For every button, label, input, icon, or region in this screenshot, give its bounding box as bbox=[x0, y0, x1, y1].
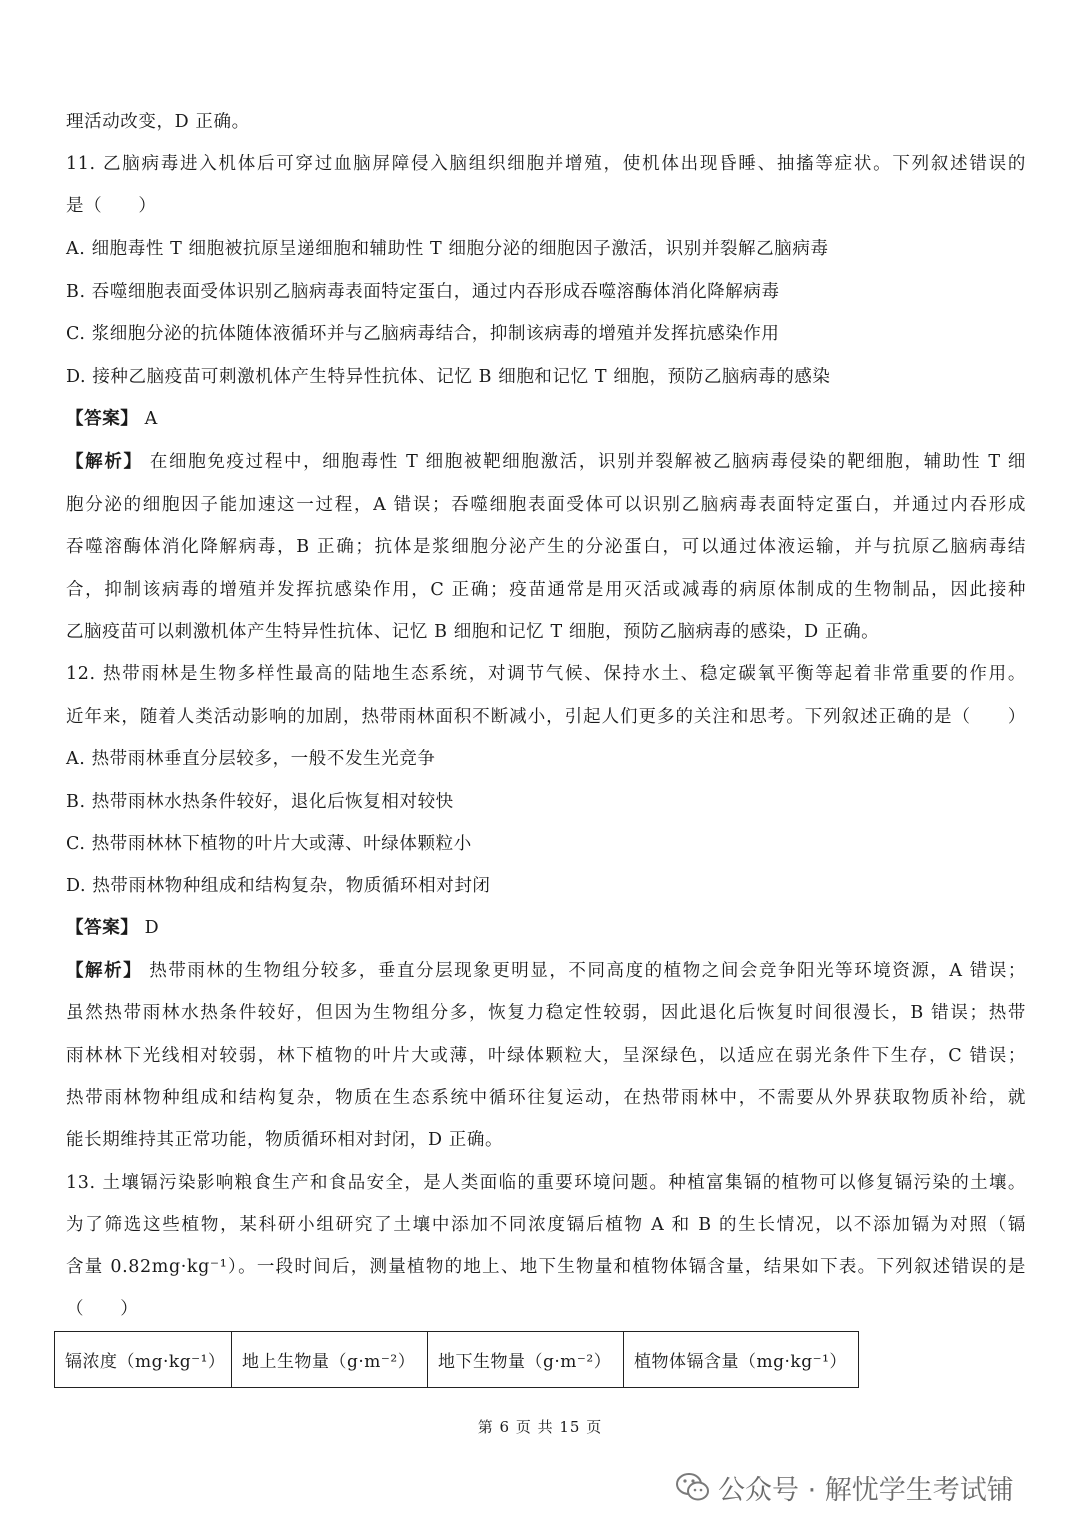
analysis-11-line: 吞噬溶酶体消化降解病毒，B 正确；抗体是浆细胞分泌产生的分泌蛋白，可以通过体液运输，并与抗原乙脑病毒结 bbox=[66, 537, 1026, 557]
page-number-footer: 第 6 页 共 15 页 bbox=[477, 1418, 603, 1436]
watermark bbox=[676, 1465, 1014, 1509]
answer-11 bbox=[66, 407, 1026, 431]
question-13-stem-end: （ ） bbox=[66, 1299, 139, 1319]
analysis-11-line bbox=[66, 450, 1026, 474]
option-11-a: A. 细胞毒性 T 细胞被抗原呈递细胞和辅助性 T 细胞分泌的细胞因子激活，识别并裂解乙脑病毒 bbox=[66, 239, 829, 259]
table-header-cell: 植物体镉含量（mg·kg⁻¹） bbox=[624, 1332, 859, 1388]
option-12-d: D. 热带雨林物种组成和结构复杂，物质循环相对封闭 bbox=[66, 876, 491, 896]
answer-value: A bbox=[144, 409, 158, 429]
analysis-text: 热带雨林的生物组分较多，垂直分层现象更明显，不同高度的植物之间会竞争阳光等环境资源，A 错误； bbox=[149, 961, 1026, 981]
analysis-label: 【解析】 bbox=[66, 452, 143, 472]
answer-12 bbox=[66, 916, 1026, 940]
answer-label: 【答案】 bbox=[66, 409, 139, 429]
table-header-cell: 地下生物量（g·m⁻²） bbox=[428, 1332, 624, 1388]
option-11-c: C. 浆细胞分泌的抗体随体液循环并与乙脑病毒结合，抑制该病毒的增殖并发挥抗感染作用 bbox=[66, 324, 780, 344]
analysis-12-line bbox=[66, 959, 1026, 983]
analysis-12-line: 雨林林下光线相对较弱，林下植物的叶片大或薄，叶绿体颗粒大，呈深绿色，以适应在弱光条件下生存，C 错误； bbox=[66, 1046, 1026, 1066]
question-13-stem: 为了筛选这些植物，某科研小组研究了土壤中添加不同浓度镉后植物 A 和 B 的生长情况，以不添加镉为对照（镉 bbox=[66, 1215, 1026, 1235]
analysis-12-line: 虽然热带雨林水热条件较好，但因为生物组分多，恢复力稳定性较弱，因此退化后恢复时间很漫长，B 错误；热带 bbox=[66, 1003, 1026, 1023]
analysis-11-line: 合，抑制该病毒的增殖并发挥抗感染作用，C 正确；疫苗通常是用灭活或减毒的病原体制成的生物制品，因此接种 bbox=[66, 580, 1026, 600]
analysis-label: 【解析】 bbox=[66, 961, 143, 981]
option-12-c: C. 热带雨林林下植物的叶片大或薄、叶绿体颗粒小 bbox=[66, 834, 472, 854]
question-13-stem: 含量 0.82mg·kg⁻¹）。一段时间后，测量植物的地上、地下生物量和植物体镉含量，结果如下表。下列叙述错误的是 bbox=[66, 1257, 1026, 1277]
question-13-stem: 13. 土壤镉污染影响粮食生产和食品安全，是人类面临的重要环境问题。种植富集镉的植物可以修复镉污染的土壤。 bbox=[66, 1173, 1026, 1193]
option-11-d: D. 接种乙脑疫苗可刺激机体产生特异性抗体、记忆 B 细胞和记忆 T 细胞，预防乙脑病毒的感染 bbox=[66, 367, 831, 387]
question-11-stem-end: 是（ ） bbox=[66, 196, 157, 216]
answer-label: 【答案】 bbox=[66, 918, 139, 938]
watermark-text: 公众号 · 解忧学生考试铺 bbox=[718, 1474, 1014, 1506]
table-header-cell: 镉浓度（mg·kg⁻¹） bbox=[55, 1332, 232, 1388]
option-11-b: B. 吞噬细胞表面受体识别乙脑病毒表面特定蛋白，通过内吞形成吞噬溶酶体消化降解病毒 bbox=[66, 282, 780, 302]
option-12-b: B. 热带雨林水热条件较好，退化后恢复相对较快 bbox=[66, 792, 454, 812]
analysis-11-line: 乙脑疫苗可以刺激机体产生特异性抗体、记忆 B 细胞和记忆 T 细胞，预防乙脑病毒的感染，D 正确。 bbox=[66, 622, 880, 642]
option-12-a: A. 热带雨林垂直分层较多，一般不发生光竞争 bbox=[66, 749, 436, 769]
question-11-stem: 11. 乙脑病毒进入机体后可穿过血脑屏障侵入脑组织细胞并增殖，使机体出现昏睡、抽搐等症状。下列叙述错误的 bbox=[66, 154, 1026, 174]
analysis-12-line: 能长期维持其正常功能，物质循环相对封闭，D 正确。 bbox=[66, 1130, 504, 1150]
analysis-11-line: 胞分泌的细胞因子能加速这一过程，A 错误；吞噬细胞表面受体可以识别乙脑病毒表面特定蛋白，并通过内吞形成 bbox=[66, 495, 1026, 515]
table-header-row bbox=[55, 1332, 859, 1388]
analysis-text: 在细胞免疫过程中，细胞毒性 T 细胞被靶细胞激活，识别并裂解被乙脑病毒侵染的靶细胞，辅助性 T 细 bbox=[149, 452, 1027, 472]
cadmium-data-table bbox=[54, 1331, 859, 1388]
wechat-icon bbox=[676, 1472, 710, 1502]
question-12-stem: 近年来，随着人类活动影响的加剧，热带雨林面积不断减小，引起人们更多的关注和思考。下列叙述正确的是（ ） bbox=[66, 707, 1026, 727]
table-header-cell: 地上生物量（g·m⁻²） bbox=[232, 1332, 428, 1388]
question-12-stem: 12. 热带雨林是生物多样性最高的陆地生态系统，对调节气候、保持水土、稳定碳氧平衡等起着非常重要的作用。 bbox=[66, 664, 1026, 684]
answer-value: D bbox=[144, 918, 160, 938]
text-line: 理活动改变，D 正确。 bbox=[66, 112, 250, 132]
analysis-12-line: 热带雨林物种组成和结构复杂，物质在生态系统中循环往复运动，在热带雨林中，不需要从外界获取物质补给，就 bbox=[66, 1088, 1026, 1108]
